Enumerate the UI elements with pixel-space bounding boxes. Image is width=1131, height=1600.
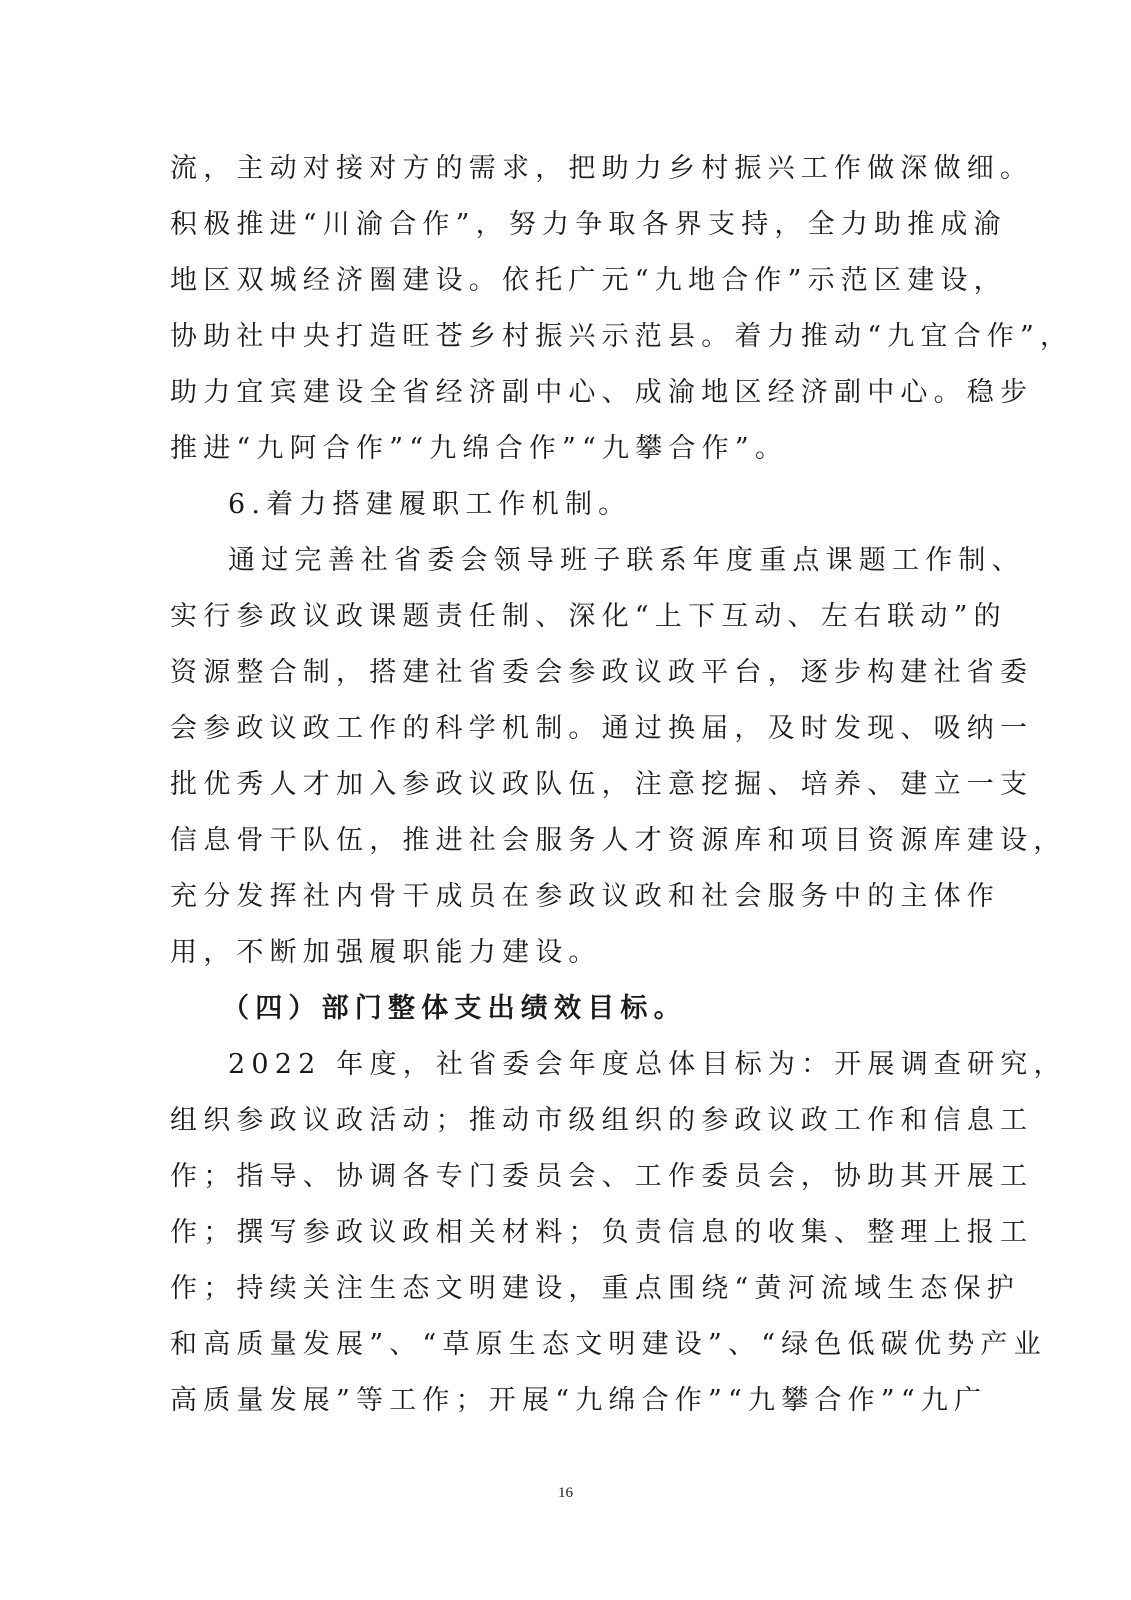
- page-number: 16: [558, 1485, 573, 1501]
- section-heading: （四）部门整体支出绩效目标。: [222, 993, 687, 1024]
- text-line: 和高质量发展”、“草原生态文明建设”、“绿色低碳优势产业: [170, 1329, 1047, 1360]
- text-line: 信息骨干队伍，推进社会服务人才资源库和项目资源库建设，: [170, 825, 1067, 856]
- text-line: 实行参政议政课题责任制、深化“上下互动、左右联动”的: [170, 601, 1007, 632]
- text-line: 助力宜宾建设全省经济副中心、成渝地区经济副中心。稳步: [170, 377, 1034, 408]
- text-line: 通过完善社省委会领导班子联系年度重点课题工作制、: [228, 545, 1025, 576]
- section-heading: 6.着力搭建履职工作机制。: [228, 489, 632, 520]
- text-line: 批优秀人才加入参政议政队伍，注意挖掘、培养、建立一支: [170, 769, 1034, 800]
- text-line: 2022 年度，社省委会年度总体目标为：开展调查研究，: [228, 1049, 1067, 1080]
- text-line: 资源整合制，搭建社省委会参政议政平台，逐步构建社省委: [170, 657, 1034, 688]
- text-line: 用，不断加强履职能力建设。: [170, 937, 602, 968]
- text-line: 推进“九阿合作”“九绵合作”“九攀合作”。: [170, 433, 789, 464]
- text-line: 地区双城经济圈建设。依托广元“九地合作”示范区建设，: [170, 265, 1007, 296]
- text-line: 会参政议政工作的科学机制。通过换届，及时发现、吸纳一: [170, 713, 1034, 744]
- text-line: 作；撰写参政议政相关材料；负责信息的收集、整理上报工: [170, 1217, 1034, 1248]
- text-line: 流，主动对接对方的需求，把助力乡村振兴工作做深做细。: [170, 153, 1034, 184]
- text-line: 组织参政议政活动；推动市级组织的参政议政工作和信息工: [170, 1105, 1034, 1136]
- text-line: 积极推进“川渝合作”，努力争取各界支持，全力助推成渝: [170, 209, 1007, 240]
- text-line: 作；指导、协调各专门委员会、工作委员会，协助其开展工: [170, 1161, 1034, 1192]
- text-line: 协助社中央打造旺苍乡村振兴示范县。着力推动“九宜合作”，: [170, 321, 1074, 352]
- text-line: 高质量发展”等工作；开展“九绵合作”“九攀合作”“九广: [170, 1385, 988, 1416]
- text-line: 充分发挥社内骨干成员在参政议政和社会服务中的主体作: [170, 881, 1000, 912]
- text-line: 作；持续关注生态文明建设，重点围绕“黄河流域生态保护: [170, 1273, 1021, 1304]
